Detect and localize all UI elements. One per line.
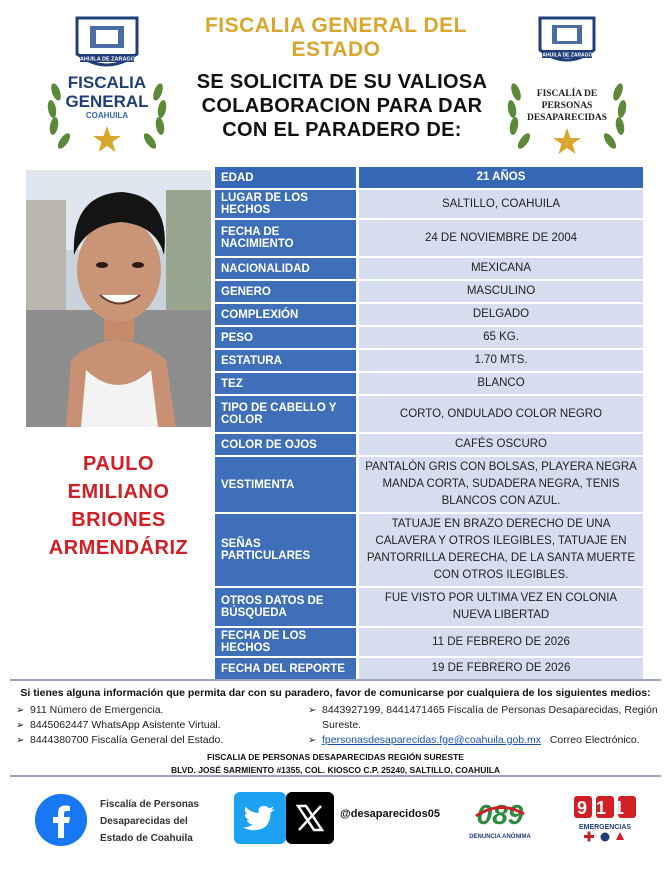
person-photo (26, 170, 211, 427)
person-name (26, 450, 211, 562)
name-line: PAULO (82, 453, 154, 475)
detail-label: ESTATURA (215, 350, 359, 371)
twitter-icon[interactable] (234, 792, 286, 844)
fiscalia-general-logo (42, 14, 172, 160)
star-icon (93, 126, 121, 152)
emergency-number: 911 (576, 798, 634, 818)
logo-seal-text: COAHUILA DE ZARAGOZA (534, 52, 600, 59)
fire-icon (616, 832, 624, 840)
star-icon (553, 128, 581, 154)
facebook-page-name (100, 796, 230, 847)
agency-title: FISCALIA GENERAL DEL ESTADO (204, 14, 467, 61)
detail-value: 19 DE FEBRERO DE 2026 (359, 658, 643, 679)
detail-label: COMPLEXIÓN (215, 304, 359, 325)
detail-value: 11 DE FEBRERO DE 2026 (359, 628, 643, 656)
logo-line2: GENERAL (65, 92, 149, 111)
contact-section (10, 679, 661, 777)
email-suffix: Correo Electrónico. (549, 734, 640, 746)
detail-value: MASCULINO (359, 281, 643, 302)
detail-label: TEZ (215, 373, 359, 394)
plea-text: SE SOLICITA DE SU VALIOSA COLABORACION PARA DAR CON EL PARADERO DE: (196, 71, 488, 141)
detail-label: NACIONALIDAD (215, 258, 359, 279)
list-item (308, 733, 658, 748)
email-link[interactable]: fpersonasdesaparecidas.fge@coahuila.gob.mx (322, 734, 542, 746)
denuncia-number: 089 (476, 799, 524, 830)
detail-label: GENERO (215, 281, 359, 302)
logo-line3: COAHUILA (85, 111, 129, 120)
table-row (215, 350, 643, 371)
detail-value: TATUAJE EN BRAZO DERECHO DE UNA CALAVERA Y OTROS ILEGIBLES, TATUAJE EN PANTORRILLA DERECHA, DE LA SANTA MUERTE CON OTROS ILEGIBLES. (359, 514, 643, 586)
table-row (215, 514, 643, 586)
logo-line3: DESAPARECIDAS (526, 113, 608, 123)
office-name: FISCALIA DE PERSONAS DESAPARECIDAS REGIÓN SURESTE (207, 752, 464, 762)
table-row (215, 457, 643, 512)
name-line: ARMENDÁRIZ (48, 537, 189, 559)
name-line: BRIONES (71, 509, 166, 531)
detail-label: FECHA DEL REPORTE (215, 658, 359, 679)
detail-value: CAFÉS OSCURO (359, 434, 643, 455)
fb-line: Desaparecidas del (100, 816, 188, 827)
contact-list-left (16, 703, 326, 748)
detail-value: 65 KG. (359, 327, 643, 348)
list-item: ➢ 8445062447 WhatsApp Asistente Virtual. (16, 718, 326, 733)
detail-label: EDAD (215, 167, 359, 188)
table-row (215, 190, 643, 218)
emergency-text: EMERGENCIAS (578, 824, 632, 831)
detail-value: DELGADO (359, 304, 643, 325)
detail-value: BLANCO (359, 373, 643, 394)
detail-label: LUGAR DE LOS HECHOS (215, 190, 359, 218)
x-icon[interactable] (286, 792, 334, 844)
detail-label: FECHA DE NACIMIENTO (215, 220, 359, 256)
detail-label: VESTIMENTA (215, 457, 359, 512)
office-address: BLVD. JOSÉ SARMIENTO #1355, COL. KIOSCO C.P. 25240, SALTILLO, COAHUILA (170, 765, 501, 775)
fiscalia-desaparecidas-logo (502, 14, 632, 160)
table-row (215, 658, 643, 679)
list-item: ➢ 8444380700 Fiscalía General del Estado. (16, 733, 326, 748)
detail-value: CORTO, ONDULADO COLOR NEGRO (359, 396, 643, 432)
poster-header (0, 0, 671, 160)
denuncia-anonima-logo (464, 794, 536, 842)
name-line: EMILIANO (67, 481, 170, 503)
table-row (215, 628, 643, 656)
detail-label: SEÑAS PARTICULARES (215, 514, 359, 586)
logo-line1: FISCALIA (67, 73, 147, 92)
logo-line1: FISCALÍA DE (536, 89, 598, 99)
table-row (215, 167, 643, 188)
contact-list-right (308, 703, 658, 748)
fb-line: Estado de Coahuila (100, 833, 193, 844)
list-item: ➢ 8443927199, 8441471465 Fiscalía de Personas Desaparecidas, Región Sureste. (308, 703, 658, 733)
details-table (215, 165, 643, 681)
facebook-icon[interactable] (35, 794, 87, 846)
table-row (215, 588, 643, 626)
table-row (215, 434, 643, 455)
detail-value: 24 DE NOVIEMBRE DE 2004 (359, 220, 643, 256)
logo-line2: PERSONAS (541, 101, 593, 111)
table-row (215, 281, 643, 302)
table-row (215, 258, 643, 279)
contact-lead: Si tienes alguna información que permita dar con su paradero, favor de comunicarse por cualquiera de los siguientes medios: (20, 687, 651, 699)
detail-label: FECHA DE LOS HECHOS (215, 628, 359, 656)
detail-label: OTROS DATOS DE BÚSQUEDA (215, 588, 359, 626)
detail-value: SALTILLO, COAHUILA (359, 190, 643, 218)
detail-label: COLOR DE OJOS (215, 434, 359, 455)
footer (0, 786, 671, 882)
table-row (215, 373, 643, 394)
table-row (215, 327, 643, 348)
detail-value: FUE VISTO POR ULTIMA VEZ EN COLONIA NUEVA LIBERTAD (359, 588, 643, 626)
table-row (215, 220, 643, 256)
detail-value: MEXICANA (359, 258, 643, 279)
detail-label: TIPO DE CABELLO Y COLOR (215, 396, 359, 432)
denuncia-text: DENUNCIA ANÓNIMA (469, 834, 531, 840)
detail-value: 21 AÑOS (359, 167, 643, 188)
fb-line: Fiscalía de Personas (100, 799, 199, 810)
detail-value: PANTALÓN GRIS CON BOLSAS, PLAYERA NEGRA MANDA CORTA, SUDADERA NEGRA, TENIS BLANCOS CON AZUL. (359, 457, 643, 512)
logo-seal-text: COAHUILA DE ZARAGOZA (71, 56, 143, 63)
table-row (215, 304, 643, 325)
list-item: ➢ 911 Número de Emergencia. (16, 703, 326, 718)
detail-label: PESO (215, 327, 359, 348)
emergencias-911-logo (572, 794, 638, 846)
police-icon (601, 833, 610, 842)
detail-value: 1.70 MTS. (359, 350, 643, 371)
table-row (215, 396, 643, 432)
social-handle[interactable]: @desaparecidos05 (340, 808, 440, 820)
